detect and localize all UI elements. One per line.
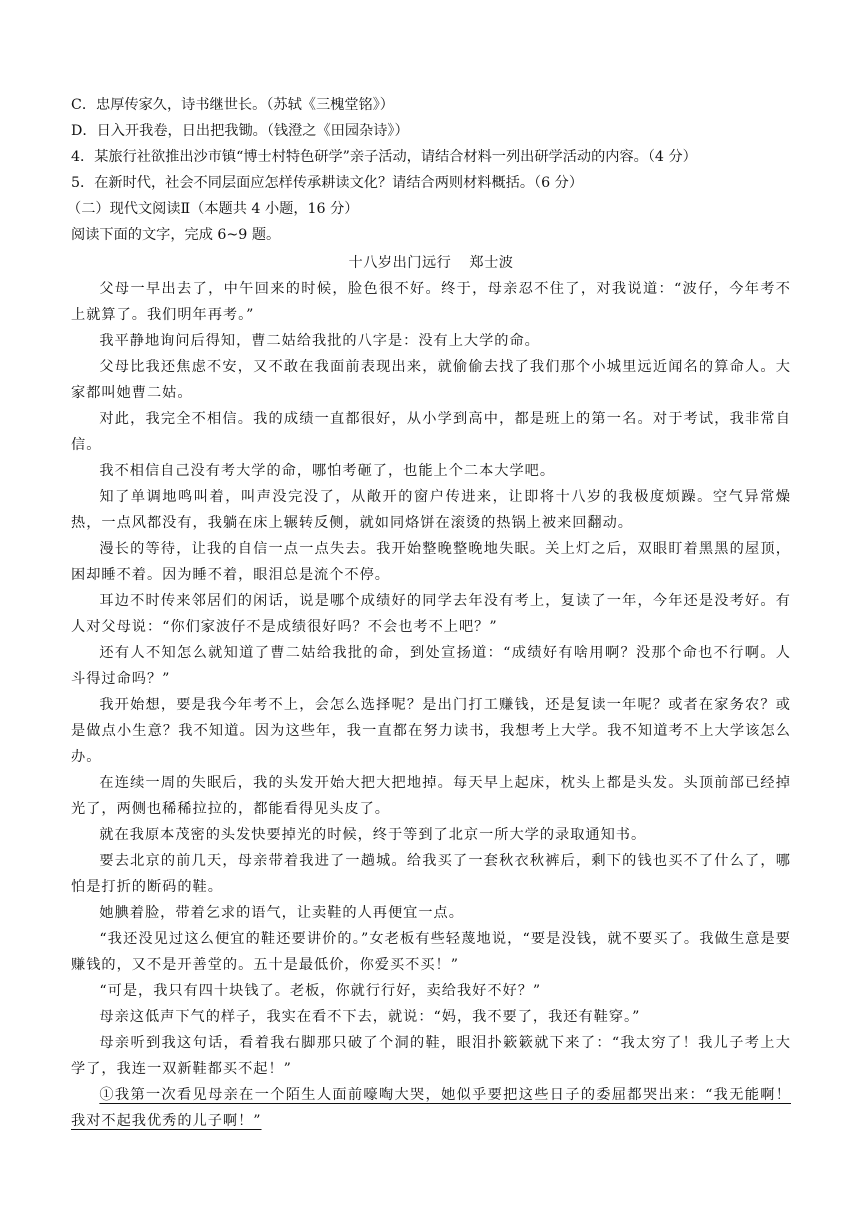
option-d: D．日入开我卷，日出把我锄。（钱澄之《田园杂诗》）	[71, 123, 409, 139]
paragraph: 母亲听到我这句话，看着我右脚那只破了个洞的鞋，眼泪扑簌簌就下来了：“我太穷了！我儿子考上大学了，我连一双新鞋都买不起！”	[71, 1035, 791, 1077]
section-heading: （二）现代文阅读Ⅱ（本题共 4 小题，16 分）	[67, 201, 359, 217]
paragraph: 要去北京的前几天，母亲带着我进了一趟城。给我买了一套秋衣秋裤后，剩下的钱也买不了什么了，哪怕是打折的断码的鞋。	[71, 853, 791, 895]
paragraph: 耳边不时传来邻居们的闲话，说是哪个成绩好的同学去年没有考上，复读了一年，今年还是没考好。有人对父母说：“你们家波仔不是成绩很好吗？不会也考不上吧？”	[71, 593, 791, 635]
article-title: 十八岁出门远行	[348, 255, 452, 271]
question-4: 4．某旅行社欲推出沙市镇“博士村特色研学”亲子活动，请结合材料一列出研学活动的内容。（4 分）	[71, 149, 697, 165]
underlined-paragraph: ①我第一次看见母亲在一个陌生人面前嚎啕大哭，她似乎要把这些日子的委屈都哭出来：“我无能啊！我对不起我优秀的儿子啊！”	[71, 1087, 791, 1129]
paragraph: 就在我原本茂密的头发快要掉光的时候，终于等到了北京一所大学的录取通知书。	[99, 827, 647, 843]
paragraph: 我不相信自己没有考大学的命，哪怕考砸了，也能上个二本大学吧。	[99, 463, 556, 479]
article-title-line	[71, 250, 791, 276]
paragraph: 知了单调地鸣叫着，叫声没完没了，从敞开的窗户传进来，让即将十八岁的我极度烦躁。空气异常燥热，一点风都没有，我躺在床上辗转反侧，就如同烙饼在滚烫的热锅上被来回翻动。	[71, 489, 791, 531]
exam-page	[67, 92, 791, 1134]
paragraph: 对此，我完全不相信。我的成绩一直都很好，从小学到高中，都是班上的第一名。对于考试，我非常自信。	[71, 411, 791, 453]
paragraph: 她腆着脸，带着乞求的语气，让卖鞋的人再便宜一点。	[99, 905, 464, 921]
paragraph: “可是，我只有四十块钱了。老板，你就行行好，卖给我好不好？”	[99, 983, 542, 999]
paragraph: 我平静地询问后得知，曹二姑给我批的八字是：没有上大学的命。	[99, 333, 540, 349]
option-c: C．忠厚传家久，诗书继世长。（苏轼《三槐堂铭》）	[71, 97, 394, 113]
paragraph: 在连续一周的失眠后，我的头发开始大把大把地掉。每天早上起床，枕头上都是头发。头顶前部已经掉光了，两侧也稀稀拉拉的，都能看得见头皮了。	[71, 775, 791, 817]
paragraph: 还有人不知怎么就知道了曹二姑给我批的命，到处宣扬道：“成绩好有啥用啊？没那个命也不行啊。人斗得过命吗？”	[71, 645, 791, 687]
article-body	[71, 276, 791, 1134]
question-5: 5．在新时代，社会不同层面应怎样传承耕读文化？请结合两则材料概括。（6 分）	[71, 175, 584, 191]
paragraph: 父母比我还焦虑不安，又不敢在我面前表现出来，就偷偷去找了我们那个小城里远近闻名的算命人。大家都叫她曹二姑。	[71, 359, 791, 401]
paragraph: “我还没见过这么便宜的鞋还要讲价的。”女老板有些轻蔑地说，“要是没钱，就不要买了。我做生意是要赚钱的，又不是开善堂的。五十是最低价，你爱买不买！”	[71, 931, 791, 973]
paragraph: 漫长的等待，让我的自信一点一点失去。我开始整晚整晚地失眠。关上灯之后，双眼盯着黑黑的屋顶，困却睡不着。因为睡不着，眼泪总是流个不停。	[71, 541, 791, 583]
reading-instruction: 阅读下面的文字，完成 6~9 题。	[71, 227, 281, 243]
paragraph: 母亲这低声下气的样子，我实在看不下去，就说：“妈，我不要了，我还有鞋穿。”	[99, 1009, 641, 1025]
paragraph: 我开始想，要是我今年考不上，会怎么选择呢？是出门打工赚钱，还是复读一年呢？或者在家务农？或是做点小生意？我不知道。因为这些年，我一直都在努力读书，我想考上大学。我不知道考不上大学该怎么办。	[71, 697, 791, 765]
article-author: 郑士波	[469, 255, 514, 271]
paragraph: 父母一早出去了，中午回来的时候，脸色很不好。终于，母亲忍不住了，对我说道：“波仔，今年考不上就算了。我们明年再考。”	[71, 281, 791, 323]
